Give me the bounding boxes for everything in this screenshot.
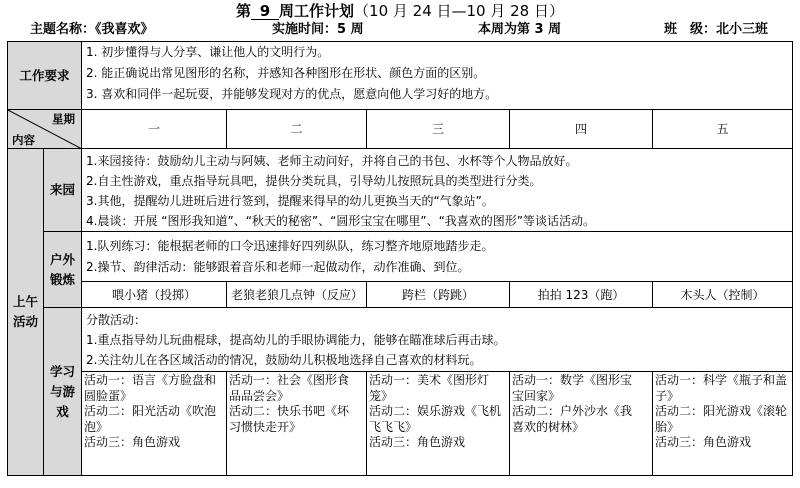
outdoor-item: 2.操节、韵律活动：能够跟着音乐和老师一起做动作，动作准确、到位。	[86, 260, 470, 274]
work-requirements-content	[82, 42, 793, 110]
work-requirements-row	[8, 42, 793, 110]
activity-line: 习惯快走开》	[229, 419, 302, 434]
outdoor-daily-game: 木头人（控制）	[653, 282, 793, 308]
arrival-row	[8, 149, 793, 232]
theme-info	[30, 22, 154, 38]
requirement-item: 3. 喜欢和同伴一起玩耍，并能够发现对方的优点，愿意向他人学习好的地方。	[86, 87, 498, 101]
outdoor-daily-game: 老狼老狼几点钟（反应）	[227, 282, 367, 308]
morning-label-line: 上午	[12, 294, 38, 309]
activity-line: 宝回家》	[512, 388, 561, 403]
day-header: 二	[227, 110, 367, 149]
activity-line: 圆脸蛋》	[84, 388, 133, 403]
morning-label-line: 活动	[12, 314, 38, 329]
learning-group-row	[8, 308, 793, 372]
class-value: 北小三班	[716, 22, 769, 37]
activity-line: 活动一：社会《图形食	[229, 373, 350, 387]
activity-line: 活动二：娱乐游戏《飞机	[369, 404, 502, 418]
activity-line: 泡》	[84, 419, 109, 434]
duration-label: 实施时间：	[272, 22, 338, 37]
day-header: 四	[510, 110, 653, 149]
learning-day-cell	[82, 372, 227, 476]
content-label: 内容	[12, 133, 35, 147]
activity-line: 活动一：语言《方脸盘和	[84, 373, 217, 387]
morning-activities-label	[8, 149, 44, 476]
activity-line: 品品尝会》	[229, 388, 290, 403]
learning-label-line: 与游	[50, 383, 76, 399]
activity-line: 飞飞飞》	[369, 419, 418, 434]
outdoor-content	[82, 232, 793, 282]
activity-line: 活动一：美术《图形灯笼》	[369, 373, 490, 403]
requirement-item: 1. 初步懂得与人分享、谦让他人的文明行为。	[86, 45, 330, 59]
outdoor-daily-game: 拍拍 123（跑）	[510, 282, 653, 308]
outdoor-label-line: 户外	[50, 251, 76, 267]
learning-day-cell	[510, 372, 653, 476]
learning-label-line: 学习	[50, 363, 76, 379]
arrival-item: 1.来园接待：鼓励幼儿主动与阿姨、老师主动问好，并将自己的书包、水杯等个人物品放好。	[86, 154, 578, 168]
page-title	[0, 2, 800, 20]
learning-day-cell	[653, 372, 793, 476]
learning-group-content	[82, 308, 793, 372]
activity-line: 子》	[655, 388, 680, 403]
theme-value: 《我喜欢》	[95, 22, 154, 37]
outdoor-daily-row	[8, 282, 793, 308]
group-intro: 分散活动：	[86, 313, 147, 327]
activity-line: 活动二：阳光游戏《滚轮	[655, 404, 788, 418]
learning-label-line: 戏	[56, 403, 69, 419]
activity-line: 胎》	[655, 419, 680, 434]
class-label: 班 级：	[664, 22, 717, 37]
activity-line: 活动三：角色游戏	[369, 435, 466, 449]
outdoor-common-row	[8, 232, 793, 282]
outdoor-daily-game: 喂小猪（投掷）	[82, 282, 227, 308]
requirement-item: 2. 能正确说出常见图形的名称，并感知各种图形在形状、颜色方面的区别。	[86, 66, 486, 80]
week-number: 9	[251, 4, 279, 20]
current-week: 本周为第 3 周	[478, 22, 562, 37]
activity-line: 活动三：角色游戏	[655, 435, 752, 449]
activity-line: 活动二：阳光活动《吹泡	[84, 404, 217, 418]
arrival-item: 3.其他，提醒幼儿进班后进行签到，提醒来得早的幼儿更换当天的“气象站”。	[86, 194, 494, 208]
activity-line: 活动二：快乐书吧《坏	[229, 404, 350, 418]
class-info	[664, 22, 768, 38]
weekday-label: 星期	[52, 112, 76, 126]
date-range: （10 月 24 日—10 月 28 日）	[354, 2, 564, 20]
duration-info	[272, 22, 364, 38]
arrival-content	[82, 149, 793, 232]
title-suffix: 周工作计划	[279, 2, 355, 20]
days-header-row	[8, 110, 793, 149]
activity-line: 喜欢的树林》	[512, 419, 585, 434]
day-header: 五	[653, 110, 793, 149]
outdoor-daily-game: 跨栏（跨跳）	[367, 282, 510, 308]
outdoor-exercise-label	[44, 232, 82, 308]
outdoor-item: 1.队列练习：能根据老师的口令迅速排好四列纵队，练习整齐地原地踏步走。	[86, 239, 494, 253]
activity-line: 活动二：户外沙水《我	[512, 404, 633, 418]
weekly-plan-table	[7, 41, 793, 476]
duration-value: 5 周	[337, 22, 364, 37]
arrival-item: 2.自主性游戏，重点指导玩具吧，提供分类玩具，引导幼儿按照玩具的类型进行分类。	[86, 174, 542, 188]
group-item: 1.重点指导幼儿玩曲棍球，提高幼儿的手眼协调能力，能够在瞄准球后再击球。	[86, 333, 506, 347]
arrival-item: 4.晨谈：开展 “图形我知道”、“秋天的秘密”、“圆形宝宝在哪里”、“我喜欢的图形”等谈话活动。	[86, 214, 596, 228]
activity-line: 活动一：科学《瓶子和盖	[655, 373, 788, 387]
title-prefix: 第	[236, 2, 252, 20]
learning-day-cell	[227, 372, 367, 476]
day-header: 一	[82, 110, 227, 149]
theme-label: 主题名称：	[30, 22, 96, 37]
outdoor-label-line: 锻炼	[50, 271, 76, 287]
learning-daily-row	[8, 372, 793, 476]
learning-and-play-label	[44, 308, 82, 476]
work-requirements-label: 工作要求	[8, 42, 82, 110]
arrival-label: 来园	[44, 149, 82, 232]
learning-day-cell	[367, 372, 510, 476]
activity-line: 活动一：数学《图形宝	[512, 373, 633, 387]
day-header: 三	[367, 110, 510, 149]
activity-line: 活动三：角色游戏	[84, 435, 181, 449]
weekday-content-header	[8, 110, 82, 149]
group-item: 2.关注幼儿在各区域活动的情况，鼓励幼儿积极地选择自己喜欢的材料玩。	[86, 353, 482, 367]
